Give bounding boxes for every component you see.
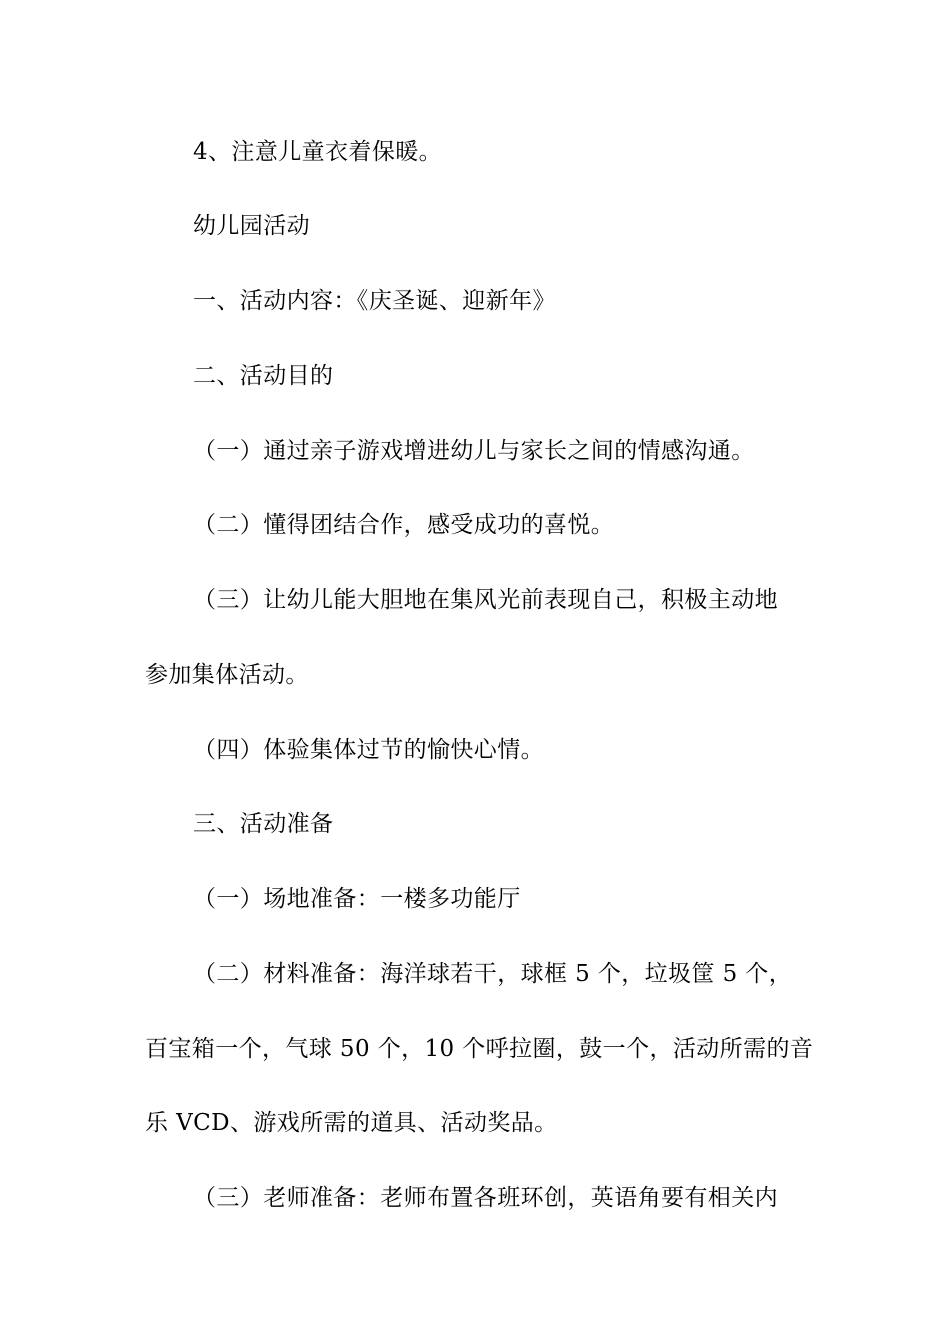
prep-item-2-continued-2: 乐 VCD、游戏所需的道具、活动奖品。 bbox=[145, 1110, 558, 1136]
text-line-1: 4、注意儿童衣着保暖。 bbox=[193, 139, 443, 165]
goal-item-3-continued: 参加集体活动。 bbox=[145, 662, 309, 688]
goal-item-3: （三）让幼儿能大胆地在集风光前表现自己，积极主动地 bbox=[193, 587, 778, 613]
goal-item-2: （二）懂得团结合作，感受成功的喜悦。 bbox=[193, 512, 615, 538]
heading-activity-content: 一、活动内容：《庆圣诞、迎新年》 bbox=[193, 288, 556, 314]
heading-activity-goals: 二、活动目的 bbox=[193, 363, 334, 389]
prep-item-3: （三）老师准备：老师布置各班环创，英语角要有相关内 bbox=[193, 1185, 778, 1211]
goal-item-4: （四）体验集体过节的愉快心情。 bbox=[193, 737, 544, 763]
prep-item-1: （一）场地准备：一楼多功能厅 bbox=[193, 886, 521, 912]
goal-item-1: （一）通过亲子游戏增进幼儿与家长之间的情感沟通。 bbox=[193, 438, 755, 464]
heading-activity-preparation: 三、活动准备 bbox=[193, 811, 334, 837]
section-title: 幼儿园活动 bbox=[193, 213, 310, 239]
prep-item-2-continued: 百宝箱一个，气球 50 个，10 个呼拉圈，鼓一个，活动所需的音 bbox=[145, 1036, 814, 1062]
prep-item-2: （二）材料准备：海洋球若干，球框 5 个，垃圾筐 5 个， bbox=[193, 961, 793, 987]
